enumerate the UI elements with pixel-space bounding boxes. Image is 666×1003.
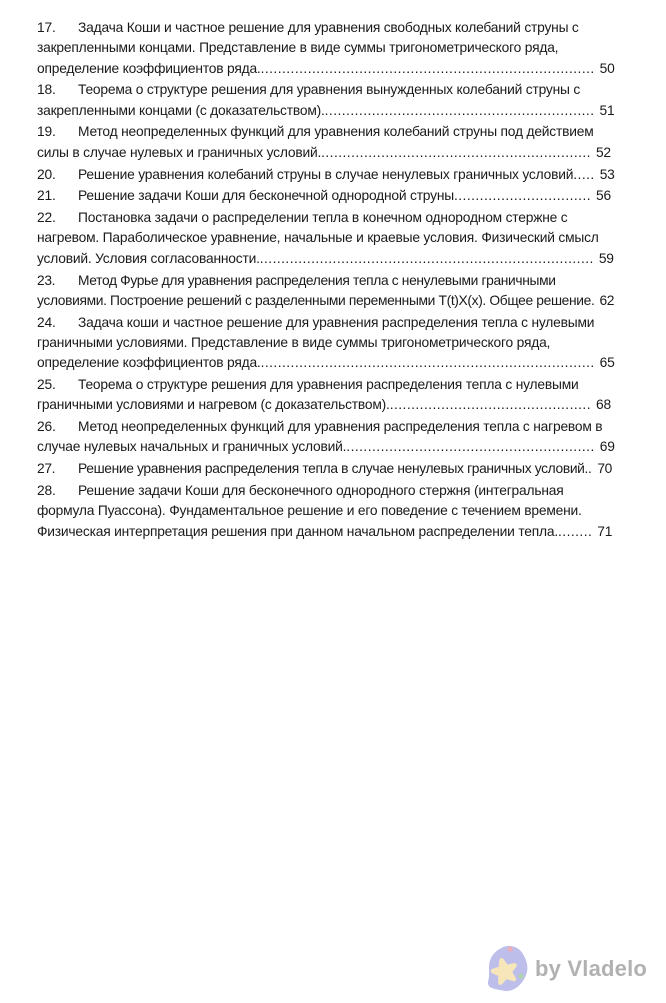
toc-entry[interactable] (37, 208, 615, 269)
toc-entry-title: Решение уравнения распределения тепла в случае ненулевых граничных условий. (78, 461, 589, 477)
toc-entry[interactable] (37, 313, 615, 374)
toc-dot-leader: .............................................................................. (260, 355, 595, 371)
toc-dot-leader: ............................................................... (324, 102, 595, 118)
toc-entry-number: 26. (37, 419, 56, 435)
toc-dot-leader: ............................................................... (321, 144, 591, 160)
toc-entry-number: 21. (37, 188, 56, 204)
toc-entry-page: 50 (599, 60, 615, 76)
toc-entry-number: 20. (37, 166, 56, 182)
toc-entry-number: 27. (37, 461, 56, 477)
toc-entry-page: 52 (595, 144, 611, 160)
toc-entry[interactable] (37, 271, 615, 312)
toc-entry[interactable] (37, 417, 615, 458)
toc-entry-page: 59 (598, 250, 614, 266)
toc-dot-leader: . (588, 461, 593, 477)
toc-entry-page: 65 (599, 355, 615, 371)
toc-entry[interactable] (37, 18, 615, 79)
toc-entry-page: 70 (597, 461, 612, 477)
toc-entry[interactable] (37, 375, 615, 416)
toc-entry-page: 71 (597, 523, 613, 539)
watermark-label: by Vladelo (535, 956, 648, 981)
toc-entry-number: 19. (37, 124, 56, 140)
toc-entry-title: Задача Коши и частное решение для уравнения свободных колебаний струны с закрепленными концами. Представление в виде суммы тригонометрического ряда, определение коэффициентов ряда. (37, 20, 579, 76)
toc-entry-page: 51 (599, 102, 615, 118)
toc-dot-leader: ..... (573, 166, 595, 182)
toc-dot-leader: ........ (558, 523, 593, 539)
toc-entry-page: 53 (599, 166, 615, 182)
toc-entry[interactable] (37, 165, 615, 185)
toc-entry-title: Задача коши и частное решение для уравнения распределения тепла с нулевыми граничными условиями. Представление в виде суммы тригонометрического ряда, определение коэффициентов ряда. (37, 314, 595, 371)
toc-entry-page: 68 (596, 397, 611, 413)
toc-entry[interactable] (37, 186, 615, 206)
vladelo-watermark (483, 942, 647, 996)
toc-entry-title: Решение задачи Коши для бесконечного однородного стержня (интегральная формула Пуассона). Фундаментальное решение и его поведение с течением времени. Физическая интерпретация решения при данном начальном распределении тепла. (37, 483, 582, 539)
toc-dot-leader: .............................................................................. (259, 250, 594, 266)
toc-entry-title: Метод неопределенных функций для уравнения колебаний струны под действием силы в случае нулевых и граничных условий. (37, 124, 594, 160)
toc-entry-number: 28. (37, 483, 56, 499)
toc-entry-title: Теорема о структуре решения для уравнения вынужденных колебаний струны с закрепленными концами (с доказательством). (37, 82, 581, 118)
toc-entry-page: 56 (596, 188, 611, 204)
toc-entry-title: Метод неопределенных функций для уравнения распределения тепла с нагревом в случае нулевых начальных и граничных условий. (37, 419, 603, 455)
toc-entry-title: Постановка задачи о распределении тепла в конечном однородном стержне с нагревом. Параболическое уравнение, начальные и краевые условия. Физический смысл условий. Условия согласованности. (37, 210, 599, 266)
toc-entry-page: 69 (599, 439, 615, 455)
toc-entry-number: 22. (37, 210, 56, 226)
toc-entry[interactable] (37, 80, 615, 121)
toc-entry-number: 17. (37, 20, 56, 35)
toc-dot-leader: .......................................................... (346, 439, 595, 455)
toc-entry-number: 25. (37, 377, 56, 393)
toc-dot-leader: .............................................................................. (260, 60, 595, 76)
toc-entry-title: Решение задачи Коши для бесконечной однородной струны (78, 188, 454, 204)
vladelo-palette-logo-icon (483, 942, 530, 996)
toc-dot-leader: ............................................... (389, 397, 591, 413)
toc-entry-title: Решение уравнения колебаний струны в случае ненулевых граничных условий (78, 166, 574, 182)
toc-entry-number: 24. (37, 314, 56, 330)
toc-entry[interactable] (37, 459, 615, 479)
toc-entry-number: 23. (37, 272, 56, 288)
toc-entry-title: Метод Фурье для уравнения распределения тепла с ненулевыми граничными условиями. Построение решений с разделенными переменными T(t)X(x). Общее решение. (37, 272, 595, 308)
toc-dot-leader: ................................ (453, 188, 592, 204)
toc-entry[interactable] (37, 122, 615, 163)
toc-entry-page: 62 (599, 292, 615, 308)
toc-entry[interactable] (37, 481, 615, 542)
toc-entry-number: 18. (37, 82, 56, 98)
toc-entry-title: Теорема о структуре решения для уравнения распределения тепла с нулевыми граничными условиями и нагревом (с доказательством). (37, 377, 579, 413)
